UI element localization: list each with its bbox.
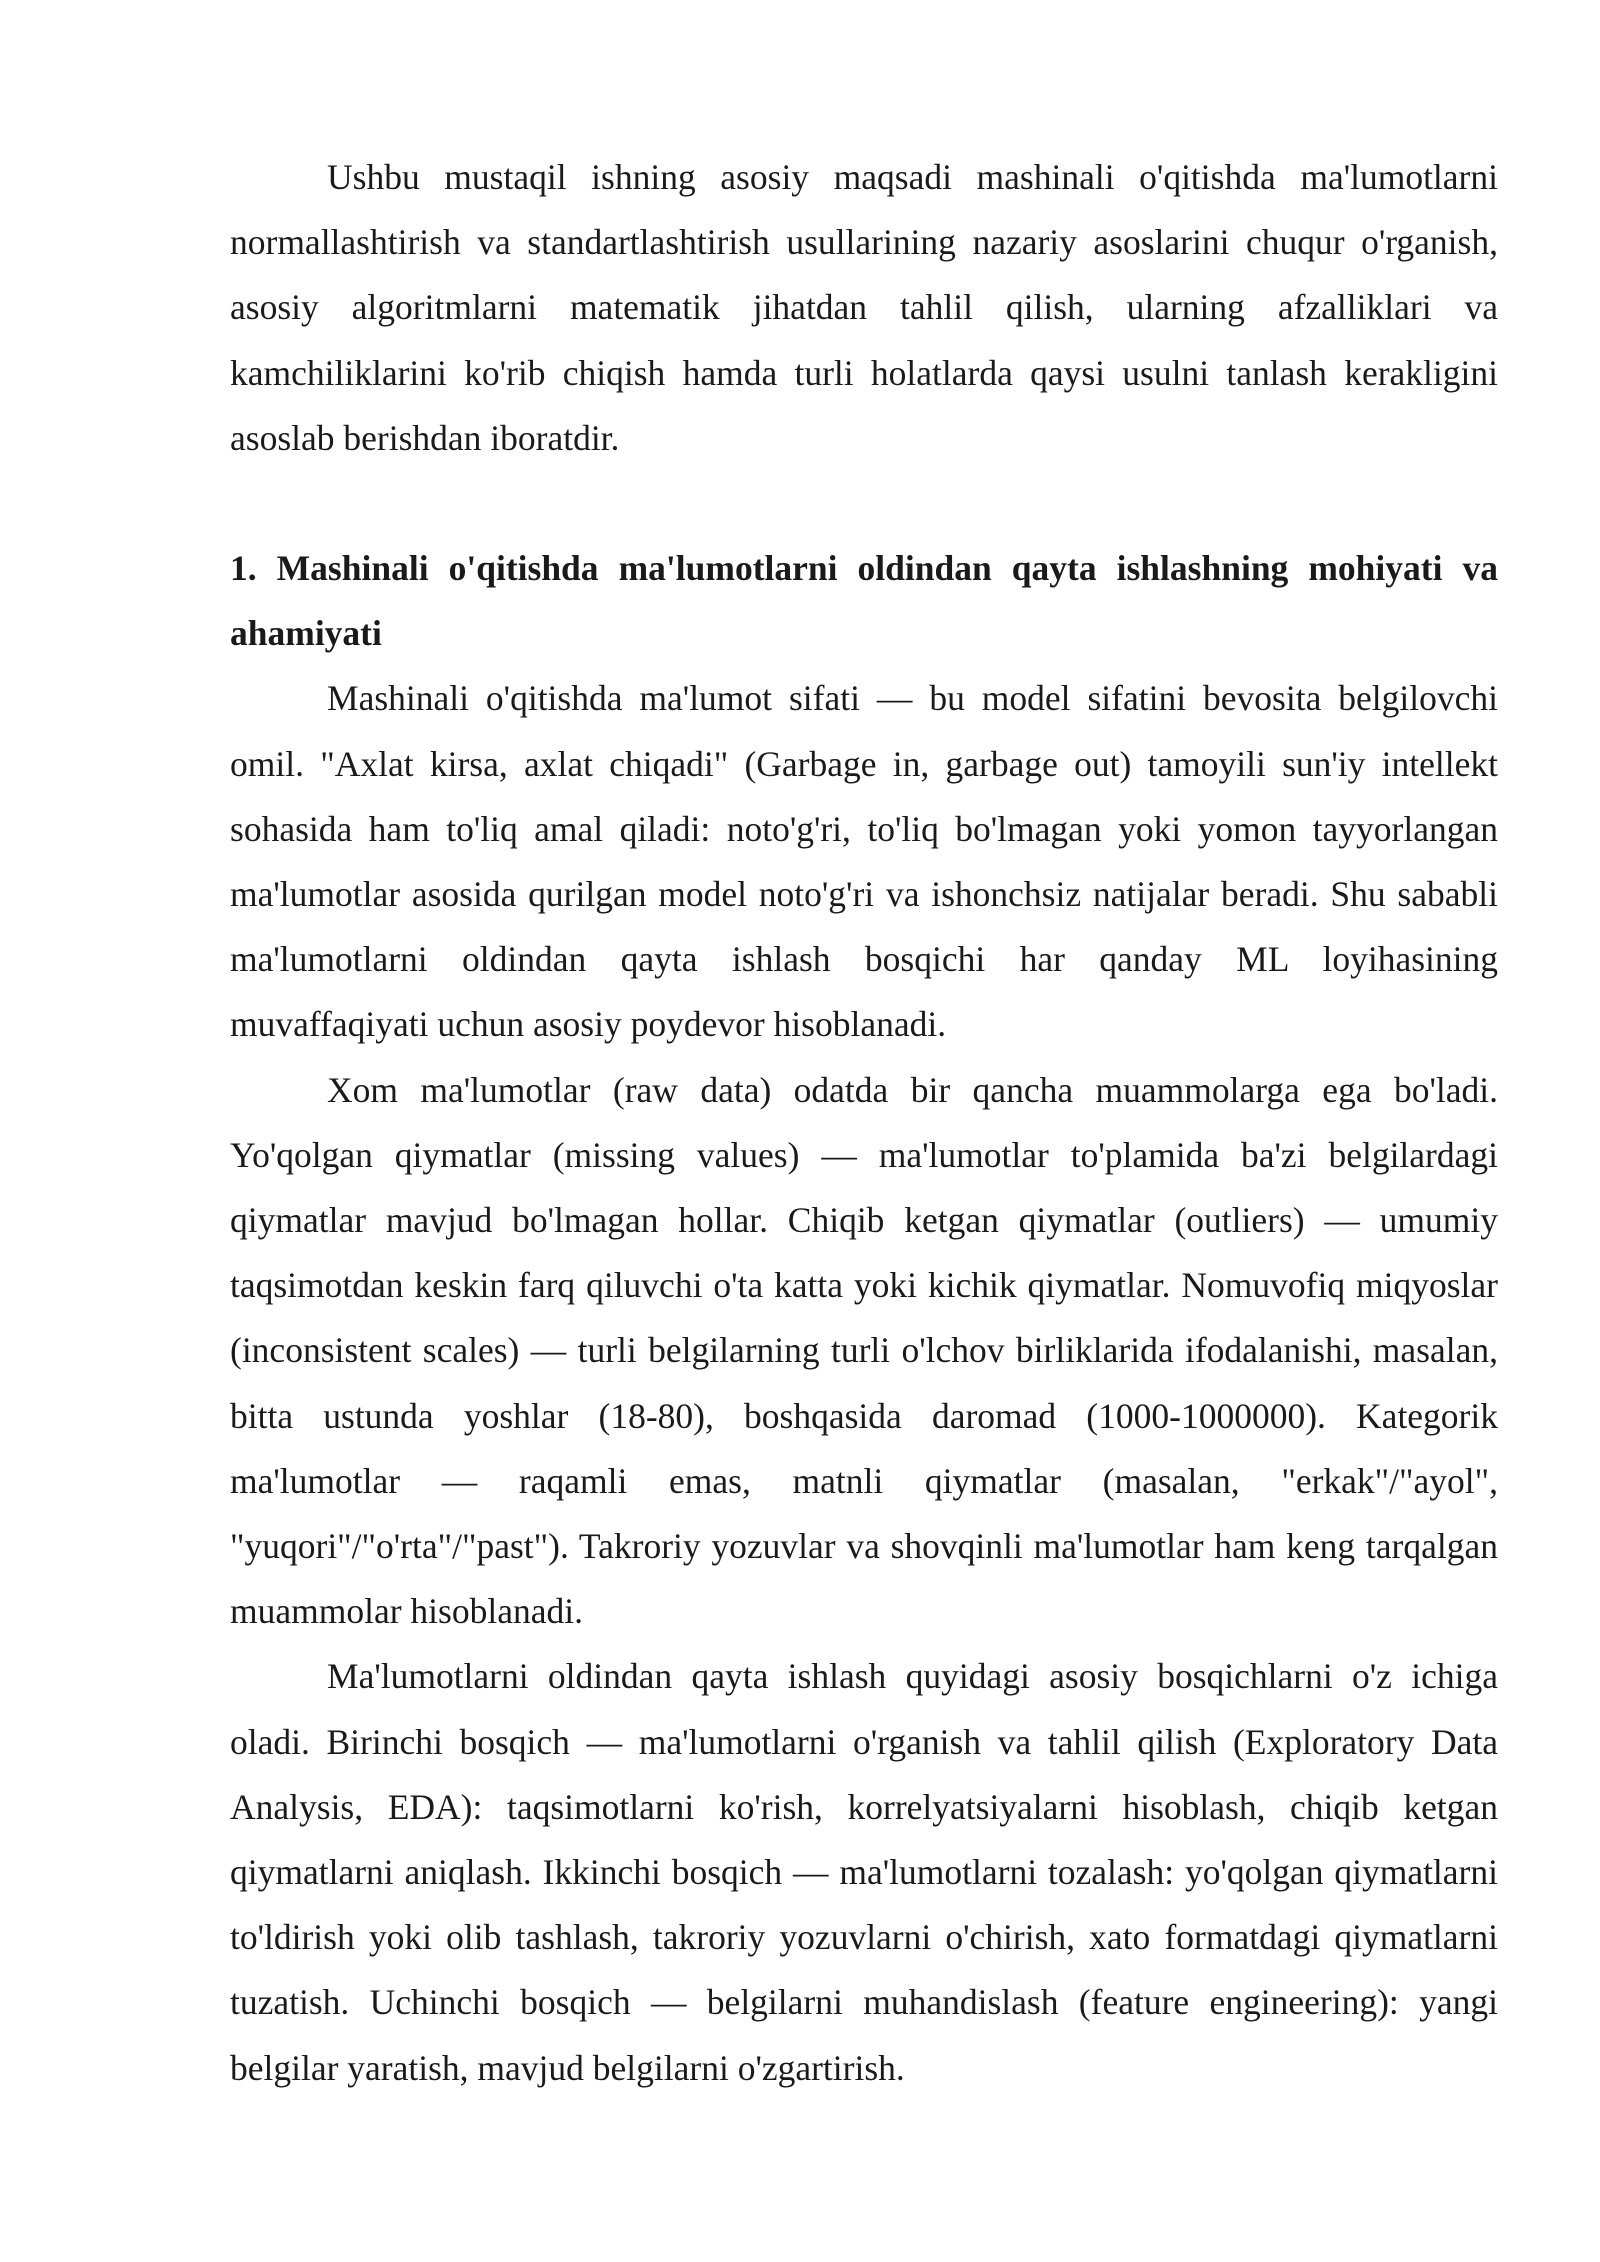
body-paragraph-3: Ma'lumotlarni oldindan qayta ishlash quyidagi asosiy bosqichlarni o'z ichiga oladi. Birinchi bosqich — ma'lumotlarni o'rganish va tahlil qilish (Exploratory Data Analysis, EDA): taqsimotlarni ko'rish, korrelyatsiyalarni hisoblash, chiqib ketgan qiymatlarni aniqlash. Ikkinchi bosqich — ma'lumotlarni tozalash: yo'qolgan qiymatlarni to'ldirish yoki olib tashlash, takroriy yozuvlarni o'chirish, xato formatdagi qiymatlarni tuzatish. Uchinchi bosqich — belgilarni muhandislash (feature engineering): yangi belgilar yaratish, mavjud belgilarni o'zgartirish. [230,1656,1498,2088]
document-body [230,145,1498,2101]
intro-paragraph: Ushbu mustaqil ishning asosiy maqsadi mashinali o'qitishda ma'lumotlarni normallashtirish va standartlashtirish usullarining nazariy asoslarini chuqur o'rganish, asosiy algoritmlarni matematik jihatdan tahlil qilish, ularning afzalliklari va kamchiliklarini ko'rib chiqish hamda turli holatlarda qaysi usulni tanlash kerakligini asoslab berishdan iboratdir. [230,157,1498,458]
body-paragraph-1: Mashinali o'qitishda ma'lumot sifati — bu model sifatini bevosita belgilovchi omil. "Axlat kirsa, axlat chiqadi" (Garbage in, garbage out) tamoyili sun'iy intellekt sohasida ham to'liq amal qiladi: noto'g'ri, to'liq bo'lmagan yoki yomon tayyorlangan ma'lumotlar asosida qurilgan model noto'g'ri va ishonchsiz natijalar beradi. Shu sababli ma'lumotlarni oldindan qayta ishlash bosqichi har qanday ML loyihasining muvaffaqiyati uchun asosiy poydevor hisoblanadi. [230,678,1498,1045]
body-paragraph-2: Xom ma'lumotlar (raw data) odatda bir qancha muammolarga ega bo'ladi. Yo'qolgan qiymatlar (missing values) — ma'lumotlar to'plamida ba'zi belgilardagi qiymatlar mavjud bo'lmagan hollar. Chiqib ketgan qiymatlar (outliers) — umumiy taqsimotdan keskin farq qiluvchi o'ta katta yoki kichik qiymatlar. Nomuvofiq miqyoslar (inconsistent scales) — turli belgilarning turli o'lchov birliklarida ifodalanishi, masalan, bitta ustunda yoshlar (18-80), boshqasida daromad (1000-1000000). Kategorik ma'lumotlar — raqamli emas, matnli qiymatlar (masalan, "erkak"/"ayol", "yuqori"/"o'rta"/"past"). Takroriy yozuvlar va shovqinli ma'lumotlar ham keng tarqalgan muammolar hisoblanadi. [230,1069,1498,1632]
section-heading: 1. Mashinali o'qitishda ma'lumotlarni oldindan qayta ishlashning mohiyati va ahamiyati [230,548,1498,654]
